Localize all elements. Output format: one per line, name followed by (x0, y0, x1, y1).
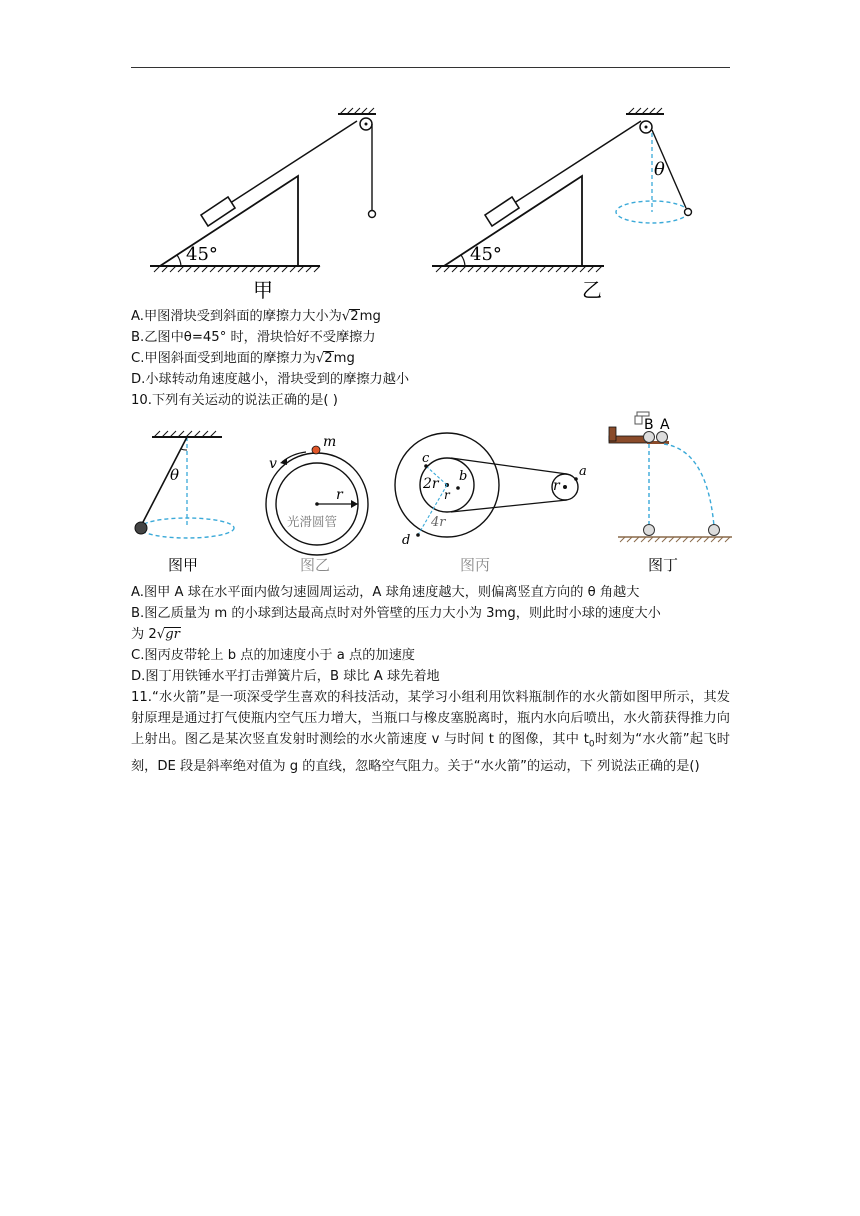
figure-10-yi-tube (260, 428, 380, 578)
q11-t-subscript: 0 (588, 739, 595, 750)
q9-option-a: A.甲图滑块受到斜面的摩擦力大小为√2mg (131, 309, 381, 324)
q10-option-b-line2-pre: 为 2 (131, 627, 157, 642)
caption-10-bing: 图丙 (460, 556, 491, 574)
figure-yi-incline-conical (422, 100, 712, 305)
point-b: b (459, 469, 468, 484)
theta-label-yi: θ (654, 159, 665, 180)
caption-10-ding: 图丁 (648, 556, 679, 574)
q11-paragraph (131, 687, 730, 777)
q9-option-c: C.甲图斜面受到地面的摩擦力为√2mg (131, 351, 355, 366)
smooth-tube-label: 光滑圆管 (287, 514, 338, 529)
figure-10-jia-pendulum (130, 428, 240, 578)
caption-jia: 甲 (253, 278, 273, 302)
q11-text-pre: 11.“水火箭”是一项深受学生喜欢的科技活动，某学习小组利用饮料瓶制作的水火箭如图甲所示，其发射原理是通过打气使瓶内空气压力增大，当瓶口与橡皮塞脱离时，瓶内水向后喷出，水火箭获得推力向上射出。图乙是某次竖直发射时测绘的水火箭速度 v 与时间 t 的图像，其中 t (131, 690, 730, 747)
q9-option-a-radicand: 2 (350, 309, 359, 324)
point-a: a (579, 464, 587, 479)
r-label-yi: r (336, 487, 343, 503)
q9-option-c-radicand: 2 (324, 351, 333, 366)
q10-option-a: A.图甲 A 球在水平面内做匀速圆周运动，A 球角速度越大，则偏离竖直方向的 θ 角越大 (131, 585, 640, 600)
q9-option-a-post: mg (359, 309, 381, 324)
q9-option-c-post: mg (333, 351, 355, 366)
q9-option-c-pre: C.甲图斜面受到地面的摩擦力为 (131, 351, 316, 366)
caption-10-jia: 图甲 (168, 556, 199, 574)
q9-option-b: B.乙图中θ=45° 时，滑块恰好不受摩擦力 (131, 330, 376, 345)
label-r-small: r (553, 478, 560, 494)
q9-option-d: D.小球转动角速度越小，滑块受到的摩擦力越小 (131, 372, 410, 387)
label-2r: 2r (423, 476, 439, 492)
caption-10-yi: 图乙 (300, 556, 331, 574)
theta-label-10-jia: θ (170, 466, 180, 484)
caption-yi: 乙 (582, 278, 602, 302)
angle-label-jia: 45° (186, 244, 218, 265)
q10-option-b-radicand: gr (165, 627, 180, 642)
q10-option-c: C.图丙皮带轮上 b 点的加速度小于 a 点的加速度 (131, 648, 415, 663)
q10-option-b-line1: B.图乙质量为 m 的小球到达最高点时对外管壁的压力大小为 3mg，则此时小球的速度大小 (131, 606, 661, 621)
header-rule (131, 67, 730, 68)
q9-option-a-pre: A.甲图滑块受到斜面的摩擦力大小为 (131, 309, 342, 324)
point-c: c (422, 451, 430, 466)
label-4r: 4r (431, 515, 446, 530)
ball-a-label: A (660, 417, 670, 433)
q10-stem: 10.下列有关运动的说法正确的是( ) (131, 393, 338, 408)
q10-option-b-line2: 为 2√gr (131, 627, 180, 642)
angle-label-yi: 45° (470, 244, 502, 265)
figure-10-ding-projectile (602, 400, 737, 578)
point-d: d (402, 533, 411, 548)
m-label: m (323, 434, 337, 450)
ball-b-label: B (644, 417, 654, 433)
q11-text-post: 时刻为“水火箭”起飞时刻，DE 段是斜率绝对值为 g 的直线，忽略空气阻力。关于“水火箭”的运动，下 列说法正确的是() (131, 732, 730, 774)
figure-jia-incline (140, 100, 390, 305)
label-r-inner: r (444, 488, 450, 502)
v-label: v (269, 456, 277, 472)
q10-option-d: D.图丁用铁锤水平打击弹簧片后，B 球比 A 球先着地 (131, 669, 440, 684)
figure-10-bing-pulleys (390, 428, 600, 578)
